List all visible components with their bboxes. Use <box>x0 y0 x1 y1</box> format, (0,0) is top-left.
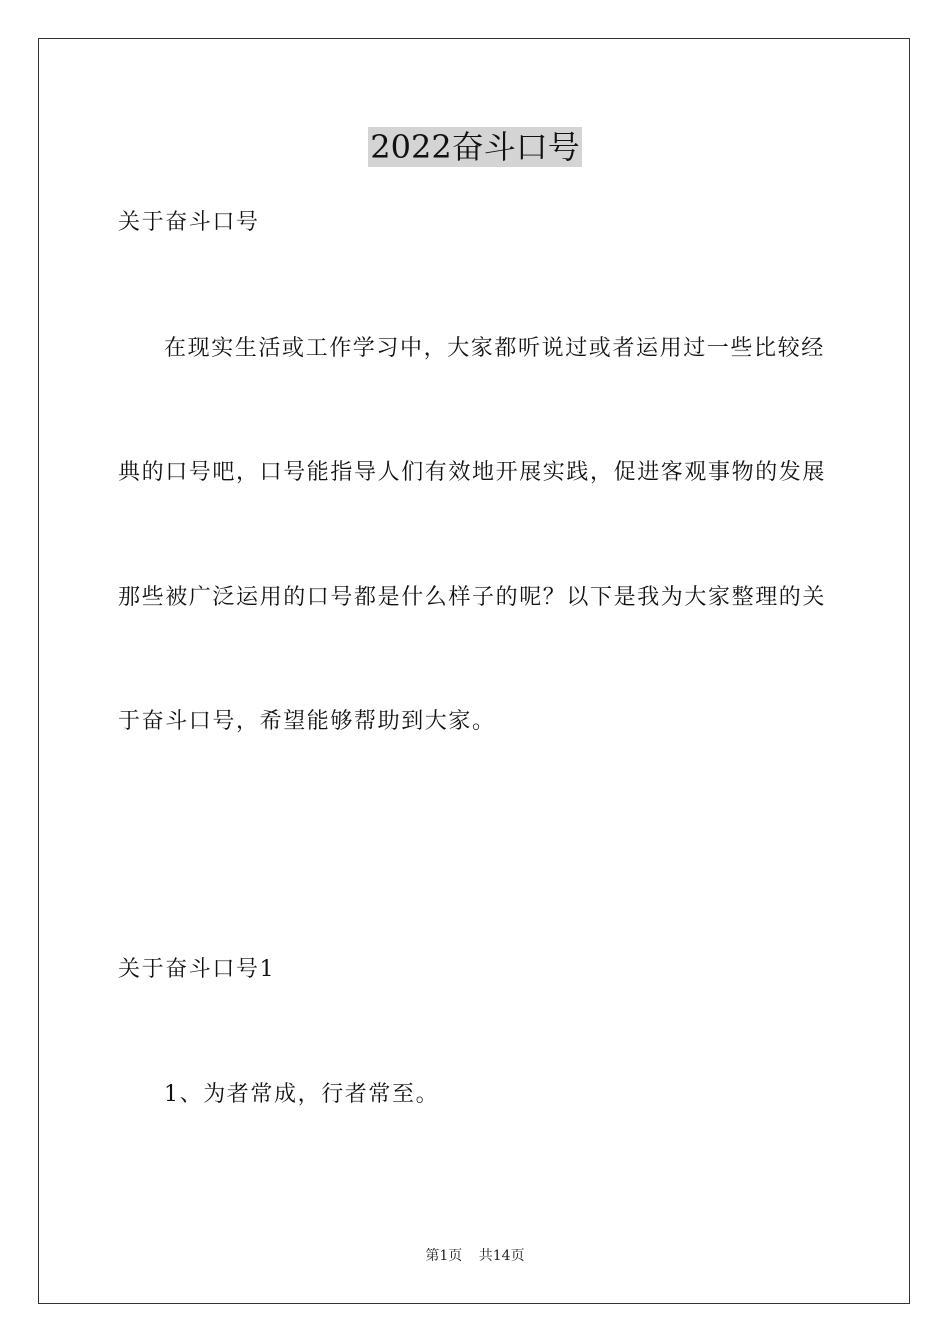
list-item-1: 1、为者常成，行者常至。 <box>164 1082 440 1107</box>
paragraph-line-2: 典的口号吧，口号能指导人们有效地开展实践，促进客观事物的发展 <box>118 460 827 485</box>
page-footer <box>0 1247 950 1265</box>
subtitle: 关于奋斗口号 <box>118 210 260 235</box>
section-heading: 关于奋斗口号1 <box>118 957 276 982</box>
page-number-current: 第1页 <box>425 1248 463 1264</box>
document-title: 2022奋斗口号 <box>370 128 580 166</box>
page-number-total: 共14页 <box>478 1248 525 1264</box>
paragraph-line-3: 那些被广泛运用的口号都是什么样子的呢？以下是我为大家整理的关 <box>118 585 827 610</box>
paragraph-line-4: 于奋斗口号，希望能够帮助到大家。 <box>118 709 496 734</box>
paragraph-line-1: 在现实生活或工作学习中，大家都听说过或者运用过一些比较经 <box>164 336 825 361</box>
title-container <box>0 127 950 167</box>
